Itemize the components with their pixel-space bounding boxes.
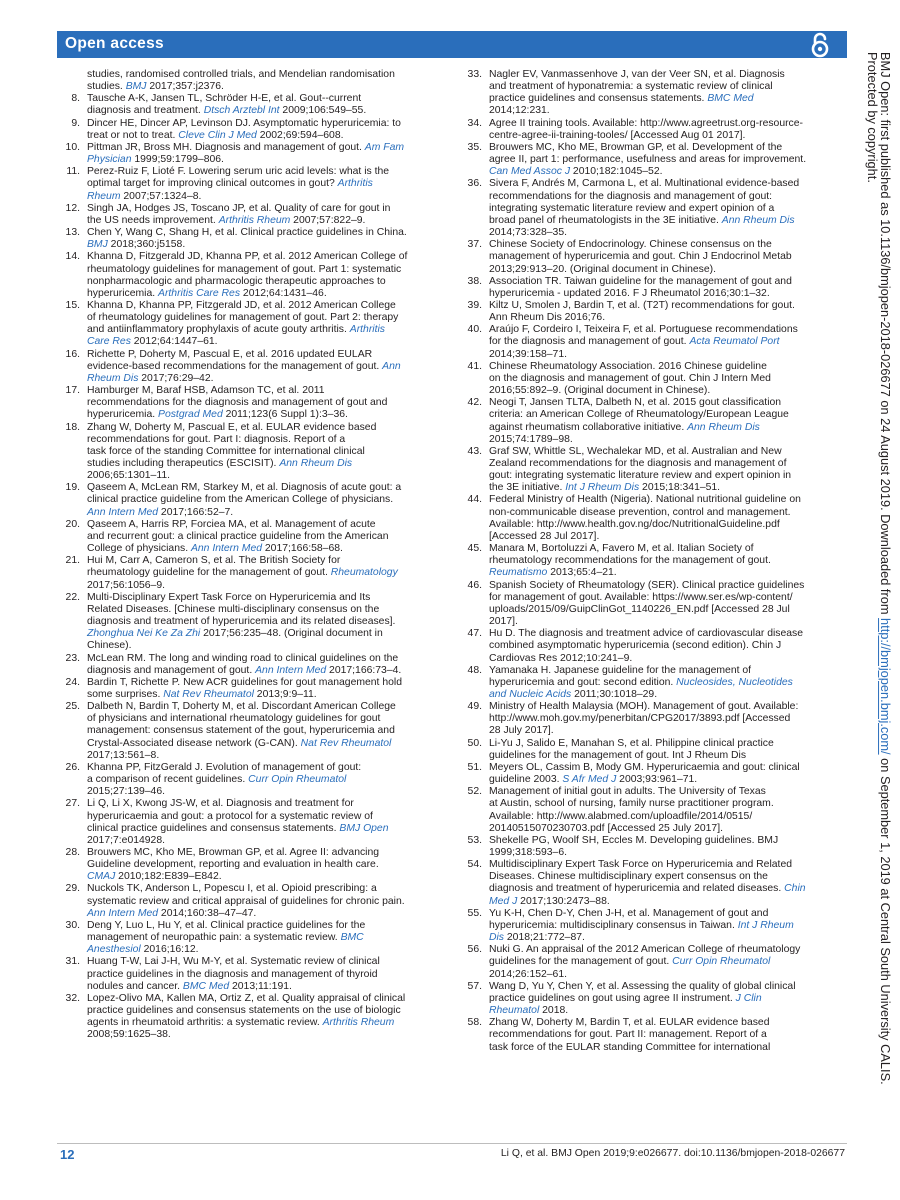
reference-item bbox=[60, 227, 440, 251]
reference-text: 2009;106:549–55. bbox=[279, 105, 367, 117]
reference-text: Qaseem A, McLean RM, Starkey M, et al. Diagnosis of acute gout: a clinical practice guideline from the American College of physicians. bbox=[87, 482, 402, 506]
reference-text: Multidisciplinary Expert Task Force on Hyperuricemia and Related Diseases. Chinese multidisciplinary expert consensus on the diagnosis and treatment of hyperuricemia and related diseases. bbox=[489, 859, 792, 895]
reference-text: 2007;57:822–9. bbox=[290, 214, 366, 226]
reference-item bbox=[462, 665, 842, 701]
reference-body bbox=[87, 883, 405, 918]
reference-number: 36. bbox=[467, 178, 482, 190]
reference-number: 14. bbox=[65, 251, 80, 263]
reference-text: 2017;76:29–42. bbox=[138, 372, 214, 384]
reference-text: Graf SW, Whittle SL, Wechalekar MD, et al. Australian and New Zealand recommendations for the diagnosis and management of gout: integrating systematic literature review and expert opinion in the 3E initiative. bbox=[489, 445, 792, 494]
journal-link[interactable]: Postgrad Med bbox=[158, 409, 223, 421]
reference-body bbox=[87, 592, 395, 652]
reference-body bbox=[489, 628, 803, 663]
reference-number: 31. bbox=[65, 956, 80, 968]
reference-body bbox=[489, 300, 795, 323]
reference-number: 37. bbox=[467, 239, 482, 251]
reference-body bbox=[87, 300, 398, 347]
reference-text: 2011;123(6 Suppl 1):3–36. bbox=[222, 409, 348, 421]
reference-body bbox=[489, 944, 800, 979]
reference-body bbox=[489, 494, 801, 541]
reference-number: 11. bbox=[66, 166, 80, 178]
reference-number: 52. bbox=[467, 786, 482, 798]
reference-item bbox=[462, 142, 842, 178]
journal-link[interactable]: Int J Rheum Dis bbox=[489, 919, 794, 944]
reference-text: Deng Y, Luo L, Hu Y, et al. Clinical practice guidelines for the management of neuropathic pain: a systematic review. bbox=[87, 919, 366, 944]
reference-item bbox=[462, 118, 842, 142]
reference-body bbox=[489, 835, 778, 858]
journal-link[interactable]: Rheumatology bbox=[330, 567, 398, 579]
reference-text: 2018;360:j5158. bbox=[107, 239, 186, 251]
reference-body bbox=[87, 227, 407, 250]
reference-number: 16. bbox=[65, 348, 80, 360]
reference-number: 12. bbox=[65, 202, 80, 214]
reference-number: 57. bbox=[467, 980, 482, 992]
reference-item bbox=[462, 361, 842, 397]
reference-body bbox=[87, 118, 401, 141]
article-citation: Li Q, et al. BMJ Open 2019;9:e026677. doi:10.1136/bmjopen-2018-026677 bbox=[500, 1148, 845, 1159]
reference-body bbox=[87, 847, 379, 882]
reference-number: 42. bbox=[467, 397, 482, 409]
reference-number: 25. bbox=[65, 701, 80, 713]
reference-body bbox=[87, 555, 398, 590]
reference-body bbox=[87, 142, 404, 165]
reference-item bbox=[60, 555, 440, 591]
reference-text: 2014;73:328–35. bbox=[489, 227, 568, 239]
reference-number: 49. bbox=[467, 701, 482, 713]
reference-text: Shekelle PG, Woolf SH, Eccles M. Developing guidelines. BMJ 1999;318:593–6. bbox=[489, 834, 779, 858]
reference-text: Tausche A-K, Jansen TL, Schröder H-E, et al. Gout--current diagnosis and treatment. bbox=[87, 93, 362, 117]
reference-text: 2010;182:1045–52. bbox=[570, 166, 663, 178]
reference-text: 2007;57:1324–8. bbox=[120, 190, 202, 202]
journal-link[interactable]: Nat Rev Rheumatol bbox=[300, 737, 392, 749]
reference-text: 2018;21:772–87. bbox=[504, 932, 585, 944]
journal-link[interactable]: BMC Anesthesiol bbox=[87, 932, 364, 956]
reference-number: 15. bbox=[65, 299, 80, 311]
reference-item bbox=[462, 300, 842, 324]
reference-item bbox=[60, 519, 440, 555]
reference-column-right bbox=[462, 69, 842, 1054]
journal-link[interactable]: BMJ bbox=[125, 81, 147, 93]
reference-number: 32. bbox=[65, 992, 80, 1004]
reference-body bbox=[87, 519, 389, 554]
journal-link[interactable]: Reumatismo bbox=[489, 567, 548, 579]
reference-text: 2018. bbox=[539, 1005, 569, 1017]
reference-item bbox=[60, 93, 440, 117]
reference-number: 39. bbox=[467, 299, 482, 311]
journal-link[interactable]: Ann Intern Med bbox=[255, 664, 327, 676]
reference-item bbox=[60, 677, 440, 701]
reference-item bbox=[60, 956, 440, 992]
reference-body bbox=[489, 118, 803, 141]
reference-number: 47. bbox=[467, 628, 482, 640]
reference-body bbox=[489, 1017, 770, 1052]
reference-text: 2015;74:1789–98. bbox=[489, 433, 573, 445]
reference-text: Brouwers MC, Kho ME, Browman GP, et al. Agree II: advancing Guideline development, reporting and evaluation in health care. bbox=[87, 847, 380, 871]
reference-number: 58. bbox=[467, 1017, 482, 1029]
reference-text: 2017;7:e014928. bbox=[87, 834, 166, 846]
reference-text: Hu D. The diagnosis and treatment advice of cardiovascular disease combined asymptomatic hyperuricemia (second edition). Chin J Cardiovas Res 2012;10:241–9. bbox=[489, 628, 804, 664]
reference-text: Zhang W, Doherty M, Bardin T, et al. EULAR evidence based recommendations for gout. Part II: management. Report of a task force of the EULAR standing Committee for international bbox=[489, 1017, 771, 1053]
reference-item bbox=[60, 482, 440, 518]
reference-text: 2017;130:2473–88. bbox=[517, 895, 610, 907]
reference-text: Sivera F, Andrés M, Carmona L, et al. Multinational evidence-based recommendations for the diagnosis and management of gout: integrating systematic literature review and expert opinion of a broad panel of rheumatologists in the 3E initiative. bbox=[489, 178, 800, 226]
reference-text: 2002;69:594–608. bbox=[256, 129, 344, 141]
reference-text: 2010;182:E839–E842. bbox=[115, 871, 222, 883]
reference-item bbox=[60, 798, 440, 847]
reference-body bbox=[489, 908, 794, 943]
reference-body bbox=[87, 482, 401, 517]
reference-text: Hui M, Carr A, Cameron S, et al. The British Society for rheumatology guideline for the management of gout. bbox=[87, 555, 341, 579]
reference-number: 45. bbox=[467, 543, 482, 555]
journal-link[interactable]: Can Med Assoc J bbox=[489, 166, 571, 178]
reference-body bbox=[87, 203, 390, 226]
reference-item bbox=[60, 883, 440, 919]
reference-text: Chen Y, Wang C, Shang H, et al. Clinical practice guidelines in China. bbox=[87, 227, 407, 239]
reference-text: Dincer HE, Dincer AP, Levinson DJ. Asymptomatic hyperuricemia: to treat or not to treat. bbox=[87, 117, 401, 141]
reference-body bbox=[87, 653, 401, 676]
reference-body bbox=[489, 665, 793, 700]
reference-text: 2017;166:58–68. bbox=[262, 543, 343, 555]
reference-column-left bbox=[60, 69, 440, 1042]
journal-link[interactable]: BMC Med bbox=[182, 980, 230, 992]
reference-number: 23. bbox=[65, 652, 80, 664]
reference-number: 33. bbox=[467, 69, 482, 80]
reference-body bbox=[87, 385, 387, 420]
reference-body bbox=[87, 956, 380, 991]
reference-body bbox=[87, 798, 389, 845]
reference-item bbox=[60, 422, 440, 483]
reference-text: 2012;64:1431–46. bbox=[240, 287, 327, 299]
journal-link[interactable]: Arthritis Care Res bbox=[87, 324, 385, 348]
journal-link[interactable]: Ann Rheum Dis bbox=[87, 360, 401, 384]
reference-item bbox=[60, 300, 440, 349]
reference-text: Nuckols TK, Anderson L, Popescu I, et al. Opioid prescribing: a systematic review and critical appraisal of guidelines for chronic pain. bbox=[87, 883, 405, 907]
reference-text: Spanish Society of Rheumatology (SER). Clinical practice guidelines for management of gout. Available: https://www.ser.es/wp-content/ uploads/2015/09/GuipClinGot_1140226_EN.pdf [Accessed 28 Jul 2017]. bbox=[489, 579, 805, 628]
reference-body bbox=[87, 701, 396, 761]
reference-body bbox=[87, 422, 376, 482]
reference-text: Qaseem A, Harris RP, Forciea MA, et al. Management of acute and recurrent gout: a clinical practice guideline from the American College of physicians. bbox=[87, 518, 389, 555]
reference-number: 43. bbox=[467, 445, 482, 457]
bmjopen-link[interactable]: http://bmjopen.bmj.com/ bbox=[878, 618, 893, 755]
reference-body bbox=[489, 397, 789, 444]
open-access-lock-icon bbox=[809, 32, 831, 58]
reference-text: 2015;18:341–51. bbox=[639, 482, 721, 494]
reference-body bbox=[489, 786, 774, 833]
reference-item bbox=[462, 981, 842, 1017]
reference-text: Li-Yu J, Salido E, Manahan S, et al. Philippine clinical practice guidelines for the management of gout. Int J Rheum Dis bbox=[489, 737, 774, 761]
reference-text: McLean RM. The long and winding road to clinical guidelines on the diagnosis and management of gout. bbox=[87, 652, 399, 676]
reference-body bbox=[489, 361, 771, 396]
reference-text: 2017;56:235–48. (Original document in Chinese). bbox=[87, 628, 383, 652]
reference-item bbox=[462, 762, 842, 786]
reference-number: 41. bbox=[467, 360, 482, 372]
reference-text: Kiltz U, Smolen J, Bardin T, et al. (T2T) recommendations for gout. Ann Rheum Dis 2016;76. bbox=[489, 299, 795, 324]
reference-item bbox=[60, 118, 440, 142]
reference-text: Dalbeth N, Bardin T, Doherty M, et al. Discordant American College of physicians and international rheumatology guidelines for gout management: consensus statement of the gout, hyperuricemia and Crystal-Associated disease network (G-CAN). bbox=[87, 701, 396, 749]
reference-item bbox=[462, 580, 842, 629]
reference-item bbox=[60, 653, 440, 677]
journal-link[interactable]: Curr Opin Rheumatol bbox=[672, 956, 771, 968]
reference-number: 19. bbox=[65, 482, 80, 494]
reference-item bbox=[60, 993, 440, 1042]
reference-item bbox=[462, 276, 842, 300]
download-notice-text: on September 1, 2019 at Central South University CALIS. Protected by copyright. bbox=[865, 52, 893, 1085]
reference-text: 2013;65:4–21. bbox=[547, 567, 617, 579]
reference-body bbox=[489, 859, 806, 906]
reference-body bbox=[489, 178, 799, 238]
reference-item bbox=[462, 738, 842, 762]
reference-text: 2014;160:38–47–47. bbox=[158, 907, 257, 919]
journal-link[interactable]: S Afr Med J bbox=[562, 774, 617, 786]
reference-text: Management of initial gout in adults. The University of Texas at Austin, school of nursing, family nurse practitioner program. Available: http://www.alabmed.com/uploadfile/2014/0515/ 20140515070230703.pdf [Accessed 25 July 2017]. bbox=[489, 786, 774, 834]
reference-item bbox=[462, 944, 842, 980]
reference-text: Chinese Society of Endocrinology. Chinese consensus on the management of hyperuricemia and gout. Chin J Endocrinol Metab 2013;29:913–20. (Original document in Chinese). bbox=[489, 239, 792, 275]
reference-number: 17. bbox=[65, 385, 80, 397]
reference-body bbox=[489, 580, 804, 627]
journal-link[interactable]: Acta Reumatol Port bbox=[689, 336, 780, 348]
reference-text: 2013;11:191. bbox=[229, 980, 292, 992]
reference-item bbox=[60, 385, 440, 421]
reference-item bbox=[462, 69, 842, 118]
reference-number: 20. bbox=[65, 518, 80, 530]
reference-text: Lopez-Olivo MA, Kallen MA, Ortiz Z, et al. Quality appraisal of clinical practice guidelines and consensus statements on the use of biologic agents in rheumatoid arthritis: a systematic review. bbox=[87, 992, 406, 1029]
reference-text: 1999;59:1799–806. bbox=[131, 154, 224, 166]
reference-number: 54. bbox=[467, 859, 482, 871]
reference-body bbox=[489, 324, 798, 359]
reference-text: Khanna PP, FitzGerald J. Evolution of management of gout: a comparison of recent guidelines. bbox=[87, 761, 362, 786]
reference-number: 26. bbox=[65, 761, 80, 773]
reference-text: Khanna D, Fitzgerald JD, Khanna PP, et al. 2012 American College of rheumatology guidelines for management of gout. Part 1: systematic nonpharmacologic and pharmacologic therapeutic approaches to hyperuricemia. bbox=[87, 251, 408, 299]
journal-link[interactable]: Ann Rheum Dis bbox=[687, 421, 760, 433]
reference-number: 30. bbox=[65, 919, 80, 931]
reference-text: 2013;9:9–11. bbox=[253, 688, 317, 700]
reference-text: Hamburger M, Baraf HSB, Adamson TC, et al. 2011 recommendations for the diagnosis and management of gout and hyperuricemia. bbox=[87, 385, 388, 421]
reference-text: 2017;56:1056–9. bbox=[87, 579, 166, 591]
reference-text: 2015;27:139–46. bbox=[87, 786, 166, 798]
reference-text: Perez-Ruiz F, Lioté F. Lowering serum uric acid levels: what is the optimal target for improving clinical outcomes in gout? bbox=[87, 166, 390, 190]
reference-number: 21. bbox=[65, 555, 80, 567]
section-title: Open access bbox=[65, 35, 164, 52]
reference-text: Nagler EV, Vanmassenhove J, van der Veer SN, et al. Diagnosis and treatment of hyponatremia: a systematic review of clinical practice guidelines and consensus statements. bbox=[489, 69, 785, 105]
reference-number: 53. bbox=[467, 834, 482, 846]
reference-body bbox=[489, 239, 792, 274]
reference-number: 24. bbox=[65, 676, 80, 688]
journal-link[interactable]: CMAJ bbox=[87, 871, 116, 883]
reference-item bbox=[60, 251, 440, 300]
journal-link[interactable]: Curr Opin Rheumatol bbox=[248, 774, 347, 786]
reference-text: 2003;93:961–71. bbox=[616, 774, 698, 786]
journal-link[interactable]: Arthritis Rheum bbox=[322, 1017, 395, 1029]
open-access-banner bbox=[57, 31, 847, 58]
reference-text: Neogi T, Jansen TLTA, Dalbeth N, et al. 2015 gout classification criteria: an American College of Rheumatology/European League against rheumatism collaborative initiative. bbox=[489, 397, 789, 433]
reference-body bbox=[489, 69, 785, 116]
reference-text: Li Q, Li X, Kwong JS-W, et al. Diagnosis and treatment for hyperuricaemia and gout: a protocol for a systematic review of clinical practice guidelines and consensus statements. bbox=[87, 798, 373, 834]
journal-link[interactable]: BMC Med bbox=[707, 93, 754, 105]
reference-text: Pittman JR, Bross MH. Diagnosis and management of gout. bbox=[87, 141, 365, 153]
reference-text: Meyers OL, Cassim B, Mody GM. Hyperuricaemia and gout: clinical guideline 2003. bbox=[489, 761, 800, 786]
reference-number: 10. bbox=[65, 141, 80, 153]
reference-number: 55. bbox=[467, 907, 482, 919]
footer-divider bbox=[57, 1143, 847, 1144]
reference-item bbox=[462, 446, 842, 495]
reference-text: Araújo F, Cordeiro I, Teixeira F, et al. Portuguese recommendations for the diagnosis and management of gout. bbox=[489, 324, 798, 348]
reference-text: Richette P, Doherty M, Pascual E, et al. 2016 updated EULAR evidence-based recommendations for the management of gout. bbox=[87, 348, 380, 372]
reference-text: 2006;65:1301–11. bbox=[87, 470, 171, 482]
reference-body bbox=[87, 166, 389, 201]
download-notice bbox=[865, 52, 893, 1162]
reference-number: 9. bbox=[71, 117, 80, 129]
reference-text: Nuki G. An appraisal of the 2012 American College of rheumatology guidelines for the management of gout. bbox=[489, 944, 801, 968]
reference-item bbox=[60, 592, 440, 653]
reference-text: Manara M, Bortoluzzi A, Favero M, et al. Italian Society of rheumatology recommendations for the management of gout. bbox=[489, 543, 771, 567]
journal-link[interactable]: Ann Rheum Dis bbox=[279, 458, 353, 469]
journal-link[interactable]: Chin Med J bbox=[489, 883, 806, 907]
reference-text: 2017;13:561–8. bbox=[87, 749, 160, 761]
reference-number: 8. bbox=[71, 93, 80, 105]
reference-text: Khanna D, Khanna PP, Fitzgerald JD, et al. 2012 American College of rheumatology guidelines for management of gout. Part 2: therapy and antiinflammatory prophylaxis of acute gouty arthritis. bbox=[87, 299, 399, 336]
journal-link[interactable]: Arthritis Rheum bbox=[87, 178, 373, 202]
reference-number: 22. bbox=[65, 591, 80, 603]
journal-link[interactable]: BMJ Open bbox=[339, 822, 389, 834]
reference-text: studies, randomised controlled trials, and Mendelian randomisation studies. bbox=[87, 69, 395, 93]
reference-body bbox=[87, 993, 405, 1040]
reference-body bbox=[489, 276, 792, 299]
reference-text: 2014;12:231. bbox=[489, 105, 550, 117]
reference-number: 13. bbox=[65, 227, 80, 239]
reference-body bbox=[489, 446, 791, 493]
reference-text: 2017;357:j2376. bbox=[146, 81, 224, 93]
reference-body bbox=[87, 349, 401, 384]
journal-link[interactable]: Ann Intern Med bbox=[87, 506, 159, 518]
journal-link[interactable]: Ann Rheum Dis bbox=[721, 214, 795, 226]
reference-text: Chinese Rheumatology Association. 2016 Chinese guideline on the diagnosis and management of gout. Chin J Intern Med 2016;55:892–9. (Original document in Chinese). bbox=[489, 360, 771, 397]
reference-item bbox=[462, 701, 842, 737]
journal-link[interactable]: Nat Rev Rheumatol bbox=[163, 688, 254, 700]
reference-body bbox=[87, 93, 366, 116]
journal-link[interactable]: Arthritis Rheum bbox=[218, 214, 291, 226]
reference-number: 56. bbox=[467, 944, 482, 956]
reference-item bbox=[462, 859, 842, 908]
reference-body bbox=[87, 251, 407, 298]
reference-item bbox=[462, 178, 842, 239]
journal-link[interactable]: J Clin Rheumatol bbox=[489, 992, 762, 1017]
reference-text: 2014;39:158–71. bbox=[489, 348, 568, 360]
reference-item bbox=[60, 142, 440, 166]
reference-number: 27. bbox=[65, 798, 80, 810]
reference-item bbox=[60, 701, 440, 762]
journal-link[interactable]: Am Fam Physician bbox=[87, 141, 405, 166]
page-number: 12 bbox=[60, 1147, 75, 1162]
journal-link[interactable]: Ann Intern Med bbox=[87, 907, 159, 919]
journal-link[interactable]: Ann Intern Med bbox=[190, 543, 263, 555]
reference-text: Ministry of Health Malaysia (MOH). Management of gout. Available: http://www.moh.gov.my/penerbitan/CPG2017/3893.pdf [Accessed 28 July 2017]. bbox=[489, 701, 799, 737]
reference-number: 18. bbox=[65, 421, 80, 433]
journal-link[interactable]: BMJ bbox=[87, 239, 108, 251]
reference-number: 35. bbox=[467, 141, 482, 153]
reference-item bbox=[462, 835, 842, 859]
reference-number: 29. bbox=[65, 883, 80, 895]
reference-body bbox=[87, 677, 402, 700]
download-notice-text: BMJ Open: first published as 10.1136/bmjopen-2018-026677 on 24 August 2019. Downloaded from bbox=[878, 52, 893, 619]
reference-item bbox=[60, 166, 440, 202]
reference-text: Wang D, Yu Y, Chen Y, et al. Assessing the quality of global clinical practice guidelines on gout using agree II instrument. bbox=[489, 980, 796, 1004]
reference-item bbox=[60, 349, 440, 385]
reference-item bbox=[462, 494, 842, 543]
reference-text: Brouwers MC, Kho ME, Browman GP, et al. Development of the agree II, part 1: performance, usefulness and areas for improvement. bbox=[489, 141, 807, 166]
reference-body bbox=[489, 142, 806, 177]
journal-link[interactable]: Zhonghua Nei Ke Za Zhi bbox=[87, 628, 201, 640]
reference-number: 44. bbox=[467, 494, 482, 506]
reference-text: 2016;16:12. bbox=[140, 944, 199, 956]
reference-text: 2012;64:1447–61. bbox=[130, 336, 218, 348]
reference-item bbox=[60, 203, 440, 227]
reference-text: 2008;59:1625–38. bbox=[87, 1029, 171, 1041]
reference-text: Huang T-W, Lai J-H, Wu M-Y, et al. Systematic review of clinical practice guidelines in the diagnosis and management of thyroid nodules and cancer. bbox=[87, 956, 380, 992]
reference-item bbox=[462, 324, 842, 360]
reference-body bbox=[489, 701, 798, 736]
reference-body bbox=[489, 543, 771, 578]
reference-item bbox=[60, 762, 440, 798]
reference-text: Yu K-H, Chen D-Y, Chen J-H, et al. Management of gout and hyperuricemia: multidisciplinary consensus in Taiwan. bbox=[489, 907, 769, 931]
reference-number: 48. bbox=[467, 664, 482, 676]
journal-link[interactable]: Arthritis Care Res bbox=[158, 287, 241, 299]
reference-body bbox=[87, 762, 361, 797]
reference-continuation bbox=[60, 69, 440, 93]
reference-text: 2017;166:73–4. bbox=[326, 664, 402, 676]
reference-number: 40. bbox=[467, 324, 482, 336]
reference-body bbox=[489, 762, 800, 785]
reference-number: 38. bbox=[467, 275, 482, 287]
reference-item bbox=[462, 1017, 842, 1053]
reference-item bbox=[462, 239, 842, 275]
reference-number: 46. bbox=[467, 579, 482, 591]
reference-text: Agree II training tools. Available: http://www.agreetrust.org-resource- centre-agree-ii-training-tooles/ [Accessed Aug 01 2017]. bbox=[489, 117, 803, 141]
reference-number: 50. bbox=[467, 737, 482, 749]
reference-item bbox=[462, 908, 842, 944]
journal-link[interactable]: Dtsch Arztebl Int bbox=[203, 105, 280, 117]
reference-item bbox=[462, 786, 842, 835]
reference-item bbox=[60, 847, 440, 883]
journal-link[interactable]: Int J Rheum Dis bbox=[565, 482, 640, 494]
reference-body bbox=[489, 738, 774, 761]
reference-text: Association TR. Taiwan guideline for the management of gout and hyperuricemia - updated 2016. F J Rheumatol 2016;30:1–32. bbox=[489, 275, 792, 299]
reference-text: Multi-Disciplinary Expert Task Force on Hyperuricemia and Its Related Diseases. [Chinese multi-disciplinary consensus on the diagnosis and treatment of hyperuricemia and its related diseases]. bbox=[87, 591, 396, 628]
reference-text: 2014;26:152–61. bbox=[489, 968, 568, 980]
reference-body bbox=[489, 981, 796, 1016]
reference-text: 2017;166:52–7. bbox=[158, 506, 234, 518]
reference-text: 2011;30:1018–29. bbox=[571, 688, 658, 700]
reference-number: 28. bbox=[65, 847, 80, 858]
reference-body bbox=[87, 920, 365, 955]
reference-number: 51. bbox=[467, 761, 482, 773]
journal-link[interactable]: Nucleosides, Nucleotides and Nucleic Acids bbox=[489, 676, 793, 700]
reference-text: Bardin T, Richette P. New ACR guidelines for gout management hold some surprises. bbox=[87, 676, 402, 700]
journal-link[interactable]: Cleve Clin J Med bbox=[178, 129, 257, 141]
reference-text: Zhang W, Doherty M, Pascual E, et al. EULAR evidence based recommendations for gout. Part I: diagnosis. Report of a task force of the standing Committee for international clinical studies including therapeutics (ESCISIT). bbox=[87, 421, 377, 469]
reference-item bbox=[462, 543, 842, 579]
reference-item bbox=[60, 920, 440, 956]
reference-number: 34. bbox=[467, 117, 482, 129]
reference-text: Singh JA, Hodges JS, Toscano JP, et al. Quality of care for gout in the US needs improvement. bbox=[87, 202, 391, 226]
reference-text: Yamanaka H. Japanese guideline for the management of hyperuricemia and gout: second edition. bbox=[489, 664, 752, 688]
reference-text: Federal Ministry of Health (Nigeria). National nutritional guideline on non-communicable disease prevention, control and management. Available: http://www.health.gov.ng/doc/NutritionalGuideline.pdf [Accessed 28 Jul 2017]. bbox=[489, 494, 801, 542]
reference-item bbox=[462, 628, 842, 664]
reference-item bbox=[462, 397, 842, 446]
